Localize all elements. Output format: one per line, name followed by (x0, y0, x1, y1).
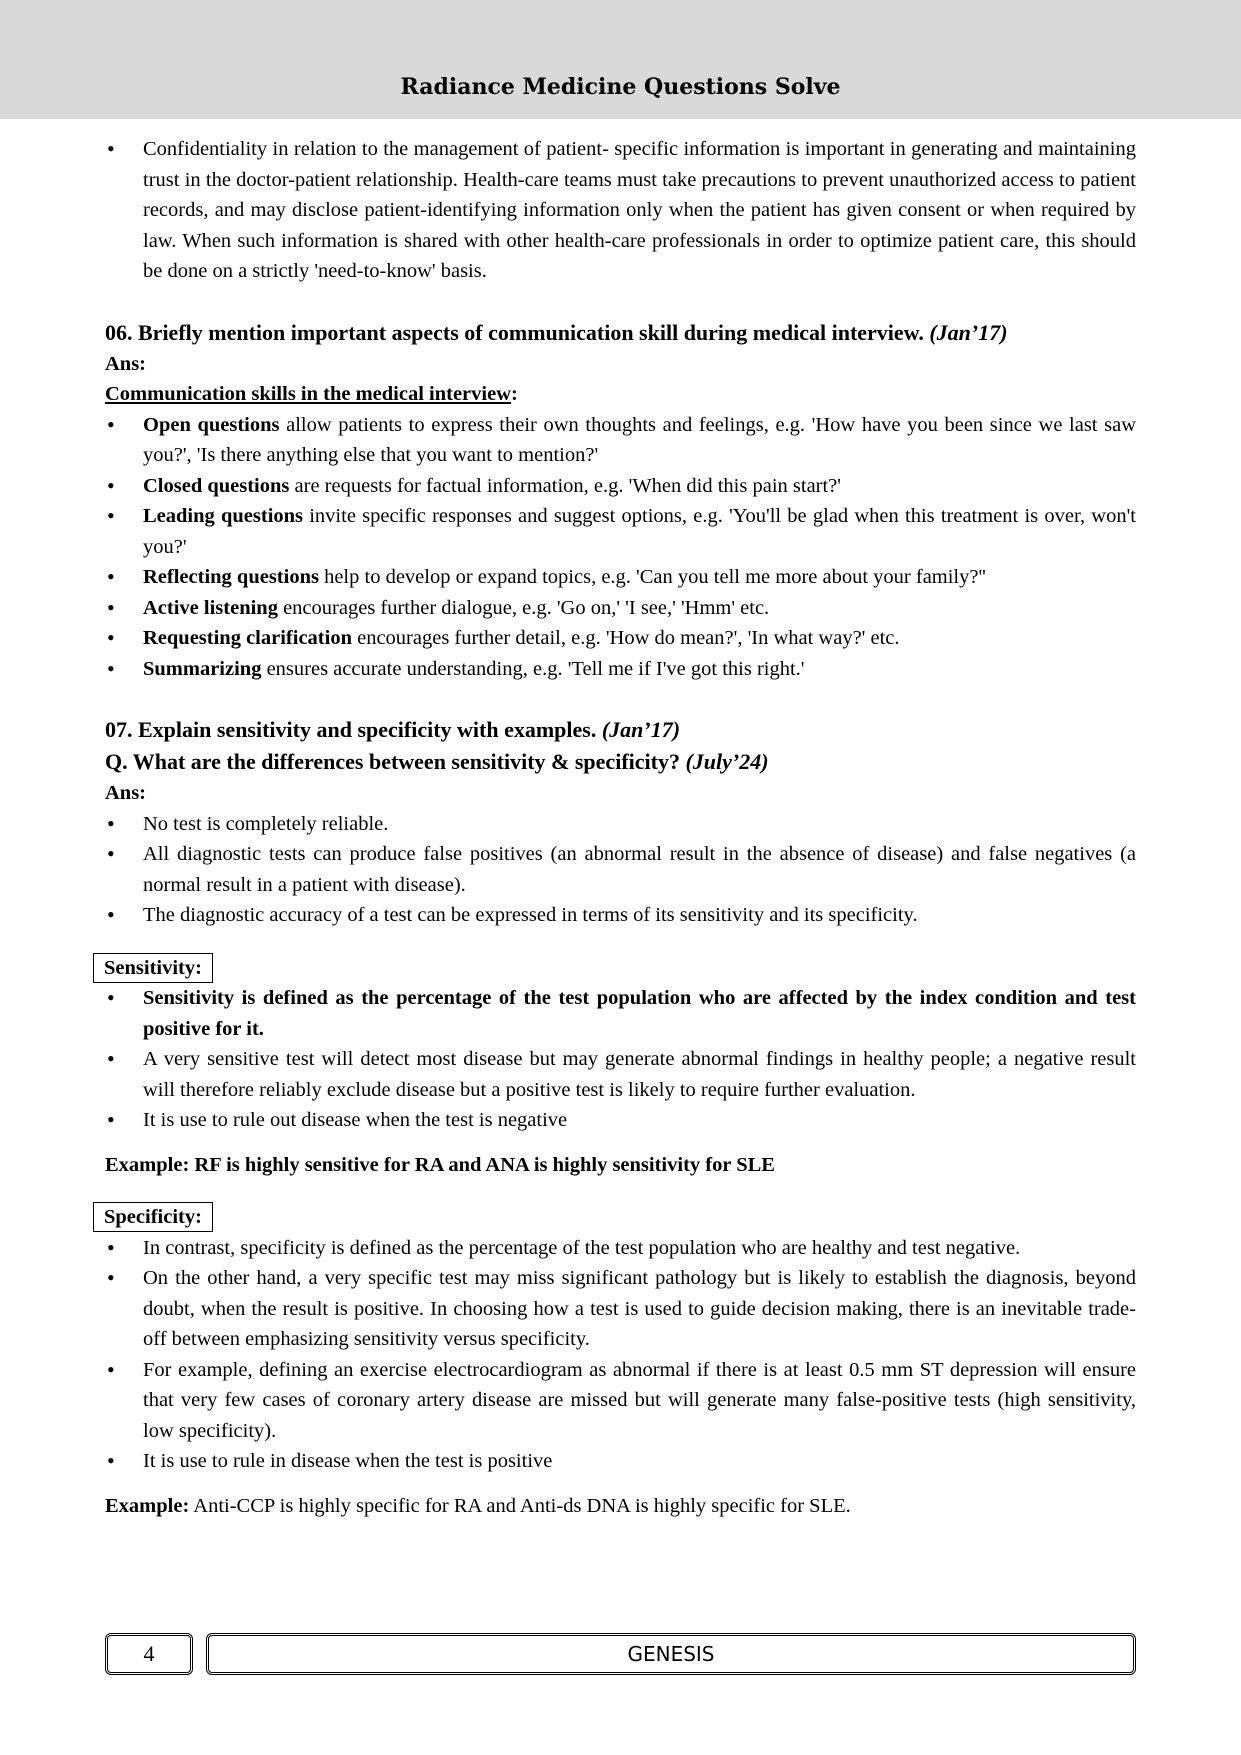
page-header (0, 0, 1241, 119)
list-item: • Active listening encourages further dialogue, e.g. 'Go on,' 'I see,' 'Hmm' etc. (105, 593, 1136, 624)
list-item: • Reflecting questions help to develop or expand topics, e.g. 'Can you tell me more about your family?'' (105, 562, 1136, 593)
answer-label: Ans: (105, 352, 147, 375)
specificity-label: Specificity: (93, 1202, 213, 1232)
question-07-date: (Jan’17) (601, 717, 681, 742)
diagnostic-bullet-list (105, 809, 1136, 931)
list-item: • On the other hand, a very specific test may miss significant pathology but is likely to establish the diagnosis, beyond doubt, when the result is positive. In choosing how a test is used to guide decision making, there is an inevitable trade-off between emphasizing sensitivity versus specificity. (105, 1263, 1136, 1355)
question-07-subtitle: Q. What are the differences between sensitivity & specificity? (July’24) (105, 749, 769, 774)
specificity-section (105, 1202, 1136, 1521)
list-item: • In contrast, specificity is defined as the percentage of the test population who are healthy and test negative. (105, 1233, 1136, 1264)
list-item: • Summarizing ensures accurate understanding, e.g. 'Tell me if I've got this right.' (105, 654, 1136, 685)
question-06-title: 06. Briefly mention important aspects of communication skill during medical interview. (Jan’17) (105, 319, 1008, 345)
specificity-bullet-list (105, 1233, 1136, 1477)
list-item: • No test is completely reliable. (105, 809, 1136, 840)
question-07-subtitle-date: (July’24) (685, 749, 769, 774)
answer-label: Ans: (105, 782, 147, 804)
list-item: • It is use to rule out disease when the test is negative (105, 1105, 1136, 1136)
list-item: • Closed questions are requests for factual information, e.g. 'When did this pain start?' (105, 471, 1136, 502)
list-item: • A very sensitive test will detect most disease but may generate abnormal findings in healthy people; a negative result will therefore reliably exclude disease but a positive test is likely to require further evaluation. (105, 1044, 1136, 1105)
sensitivity-bullet-list (105, 983, 1136, 1136)
question-07-title: 07. Explain sensitivity and specificity with examples. (Jan’17) (105, 717, 681, 742)
sensitivity-example: Example: RF is highly sensitive for RA and ANA is highly sensitivity for SLE (105, 1153, 775, 1176)
list-item: • Leading questions invite specific responses and suggest options, e.g. 'You'll be glad when this treatment is over, won't you?' (105, 501, 1136, 562)
page-header-title: Radiance Medicine Questions Solve (400, 74, 841, 100)
page-number: 4 (105, 1633, 193, 1675)
sensitivity-section (105, 953, 1136, 1181)
list-item: • It is use to rule in disease when the test is positive (105, 1446, 1136, 1477)
list-item: • Requesting clarification encourages further detail, e.g. 'How do mean?', 'In what way?' etc. (105, 623, 1136, 654)
list-item: • For example, defining an exercise electrocardiogram as abnormal if there is at least 0.5 mm ST depression will ensure that very few cases of coronary artery disease are missed but will generate many false-positive tests (high sensitivity, low specificity). (105, 1355, 1136, 1447)
specificity-example: Example: Anti-CCP is highly specific for RA and Anti-ds DNA is highly specific for SLE. (105, 1494, 851, 1517)
list-item: • The diagnostic accuracy of a test can be expressed in terms of its sensitivity and its specificity. (105, 900, 1136, 931)
intro-bullet-list (105, 134, 1136, 287)
communication-bullet-list (105, 410, 1136, 685)
footer-brand: GENESIS (206, 1633, 1136, 1675)
page-content (105, 134, 1136, 1521)
question-06-date: (Jan’17) (929, 319, 1008, 345)
list-item: • All diagnostic tests can produce false positives (an abnormal result in the absence of disease) and false negatives (a normal result in a patient with disease). (105, 839, 1136, 900)
list-item: • Confidentiality in relation to the management of patient- specific information is important in generating and maintaining trust in the doctor-patient relationship. Health-care teams must take precautions to prevent unauthorized access to patient records, and may disclose patient-identifying information only when the patient has given consent or when required by law. When such information is shared with other health-care professionals in order to optimize patient care, this should be done on a strictly 'need-to-know' basis. (105, 134, 1136, 287)
sensitivity-label: Sensitivity: (93, 953, 213, 983)
list-item: • Open questions allow patients to express their own thoughts and feelings, e.g. 'How have you been since we last saw you?', 'Is there anything else that you want to mention?' (105, 410, 1136, 471)
list-item: • Sensitivity is defined as the percentage of the test population who are affected by the index condition and test positive for it. (105, 983, 1136, 1044)
communication-subheading: Communication skills in the medical interview: (105, 383, 518, 405)
